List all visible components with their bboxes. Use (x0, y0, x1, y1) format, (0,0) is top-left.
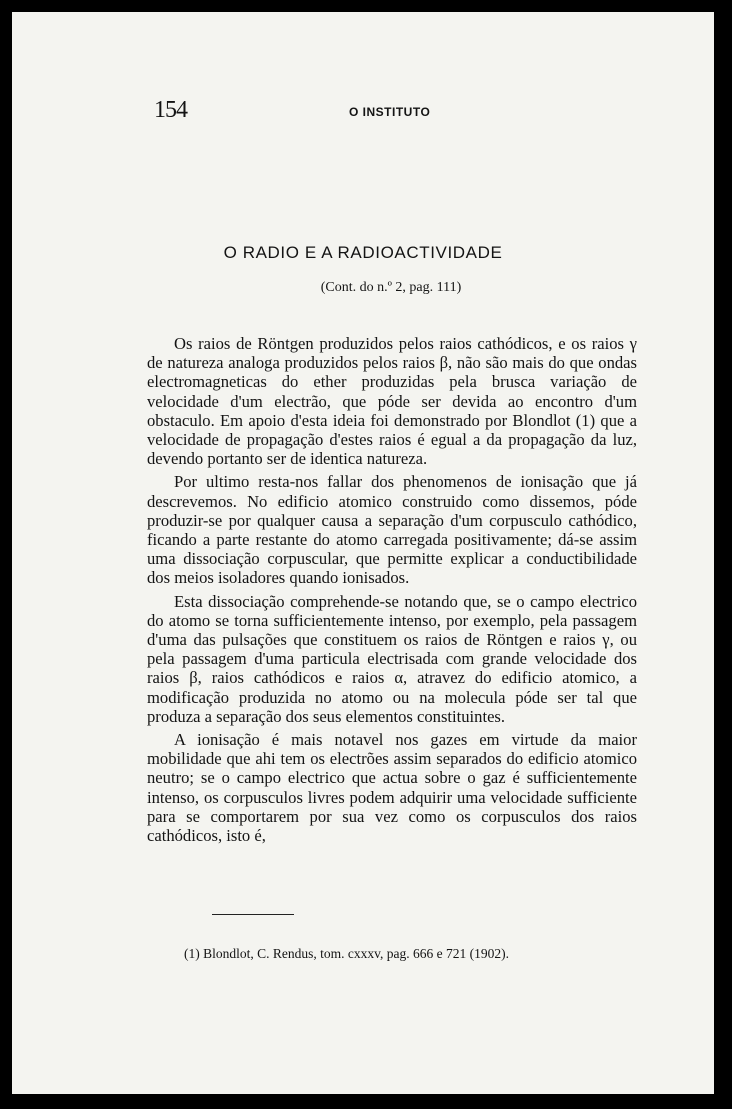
article-body (147, 334, 637, 845)
paragraph: Esta dissociação comprehende-se notando que, se o campo electrico do atomo se torna sufficientemente intenso, por exemplo, pela passagem d'uma das pulsações que constituem os raios de Röntgen e raios γ, ou pela passagem d'uma particula electrisada com grande velocidade dos raios β, raios cathódicos e raios α, atravez do edificio atomico, a modificação produzida no atomo ou na molecula póde ser tal que produza a separação dos seus elementos constituintes. (147, 591, 637, 726)
paragraph: Os raios de Röntgen produzidos pelos raios cathódicos, e os raios γ de natureza analoga produzidos pelos raios β, não são mais do que ondas electromagneticas do ether produzidas pela brusca variação de velocidade d'um electrão, que póde ser devida ao encontro d'um obstaculo. Em apoio d'esta ideia foi demonstrado por Blondlot (1) que a velocidade de propagação d'estes raios é egual a da propagação da luz, devendo portanto ser de identica natureza. (147, 334, 637, 469)
footnote: (1) Blondlot, C. Rendus, tom. cxxxv, pag. 666 e 721 (1902). (184, 946, 509, 961)
paragraph: Por ultimo resta-nos fallar dos phenomenos de ionisação que já descrevemos. No edificio atomico construido como dissemos, póde produzir-se por qualquer causa a separação d'um corpusculo cathódico, ficando a parte restante do atomo carregada positivamente; dá-se assim uma dissociação corpuscular, que permitte explicar a conductibilidade dos meios isoladores quando ionisados. (147, 472, 637, 588)
running-head: O INSTITUTO (349, 105, 431, 119)
paragraph: A ionisação é mais notavel nos gazes em virtude da maior mobilidade que ahi tem os electrões assim separados do edificio atomico neutro; se o campo electrico que actua sobre o gaz é sufficientemente intenso, os corpusculos livres podem adquirir uma velocidade sufficiente para se comportarem por sua vez como os corpusculos dos raios cathódicos, isto é, (147, 730, 637, 846)
page-header (154, 97, 674, 127)
article-title: O RADIO E A RADIOACTIVIDADE (223, 243, 503, 262)
journal-page (12, 12, 714, 1094)
page-number: 154 (154, 97, 187, 123)
footnote-divider (212, 914, 294, 915)
continuation-note: (Cont. do n.º 2, pag. 111) (320, 280, 462, 295)
